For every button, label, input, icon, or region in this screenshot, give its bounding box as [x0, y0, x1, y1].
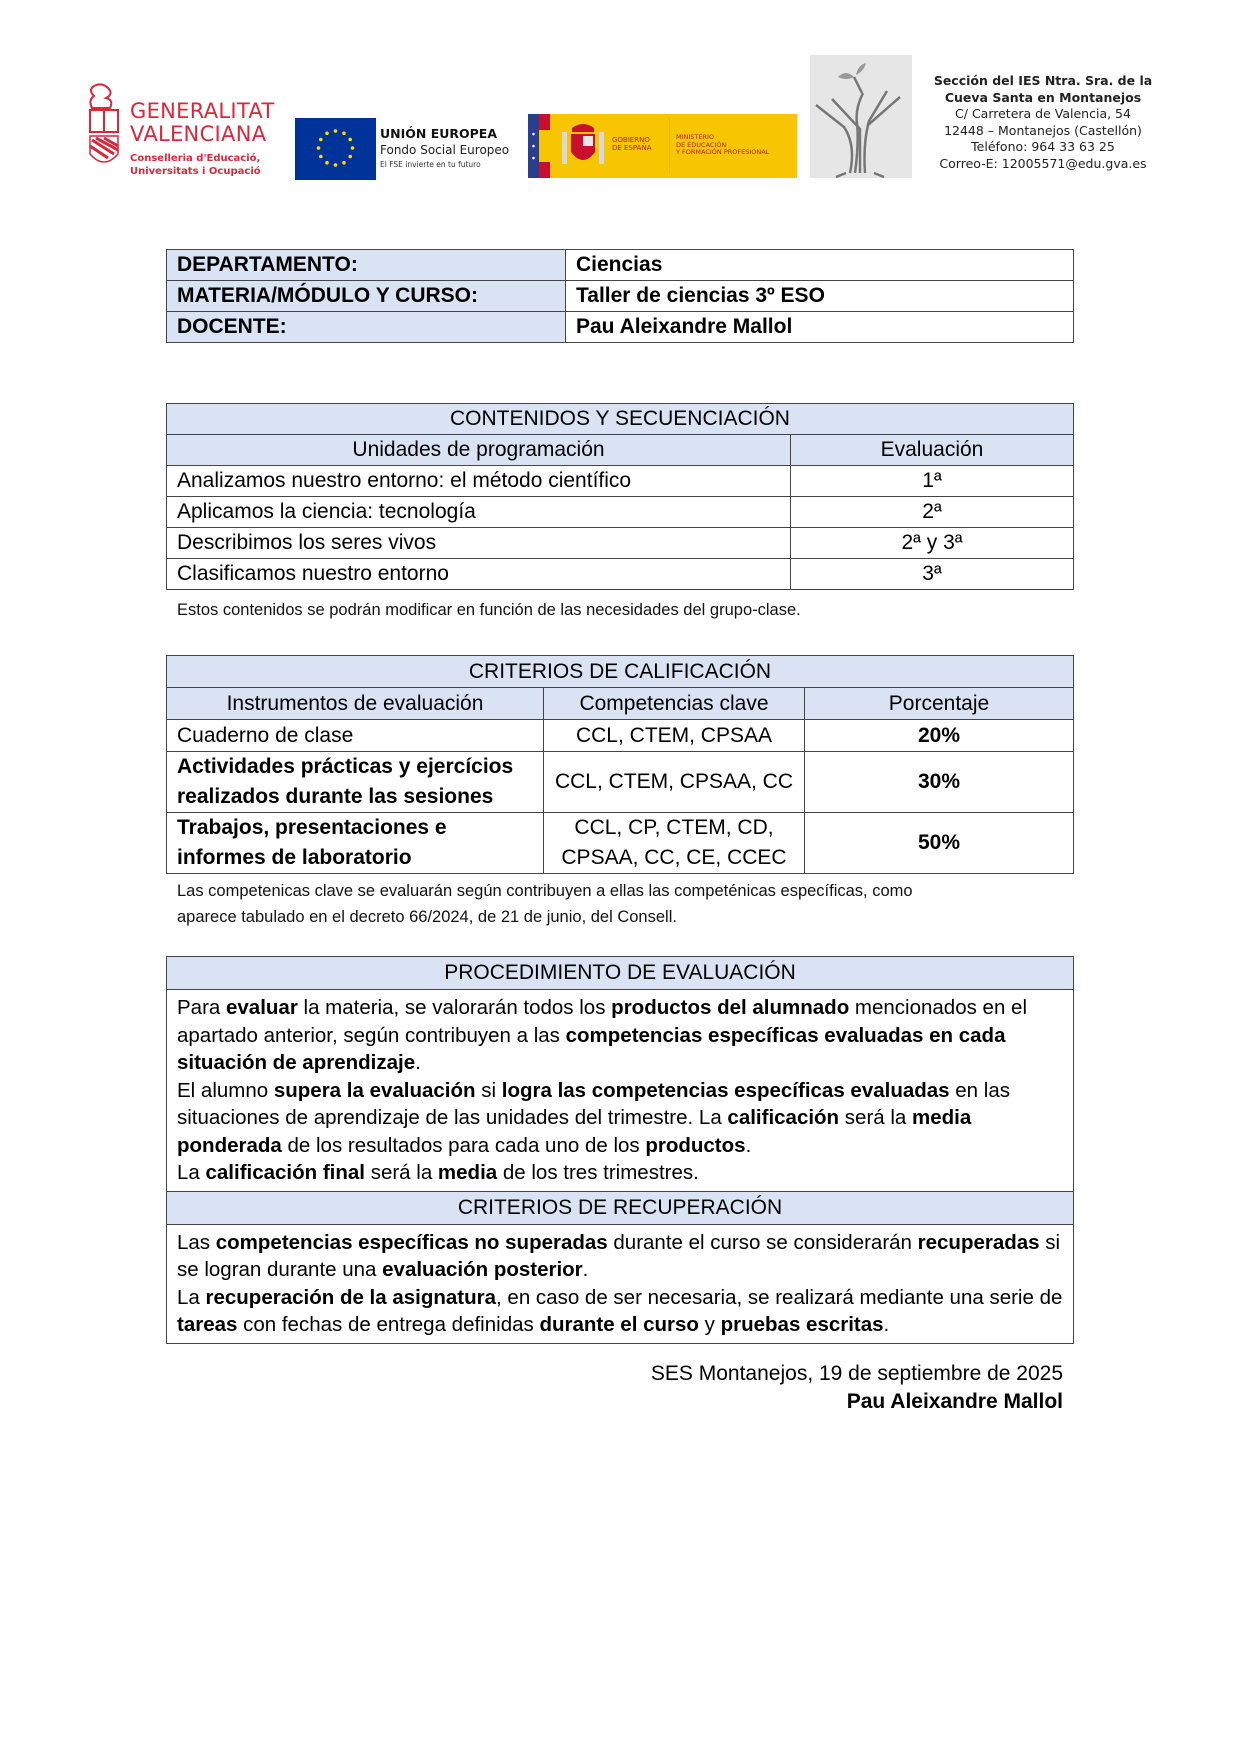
text: será la [839, 1106, 913, 1129]
procedimiento-paragraph-2 [177, 1077, 1063, 1160]
eu-stars-icon [295, 118, 376, 180]
tree-icon [810, 55, 912, 178]
unit-name: Clasificamos nuestro entorno [167, 559, 791, 590]
bold-text: media [437, 1161, 498, 1184]
gobierno-espana-logo [528, 114, 797, 178]
info-table [166, 249, 1074, 343]
gva-sub-line1: Conselleria d'Educació, [130, 153, 261, 164]
eu-flag-icon [295, 118, 376, 180]
text: La [177, 1285, 206, 1309]
bold-text: competencias específicas no superadas [215, 1230, 608, 1254]
text: en las situaciones de aprendizaje de las unidades del trimestre. La [177, 1078, 1010, 1129]
instrument-name-line1: Actividades prácticas y ejercícios [177, 755, 514, 778]
recuperacion-body [167, 1224, 1074, 1343]
school-contact-info [918, 73, 1168, 172]
text: . [415, 1051, 421, 1074]
gobierno-line1: GOBIERNO [612, 136, 650, 144]
instrument-name-line2: informes de laboratorio [177, 846, 412, 869]
recuperacion-paragraph-1 [177, 1229, 1063, 1284]
bold-text: productos del alumnado [611, 996, 850, 1019]
unit-evaluation: 2ª y 3ª [791, 528, 1074, 559]
recuperacion-title: CRITERIOS DE RECUPERACIÓN [167, 1191, 1074, 1224]
eu-logo-text [380, 126, 509, 169]
column-header-porcentaje: Porcentaje [805, 688, 1074, 720]
info-row-materia [167, 281, 1074, 312]
info-row-departamento [167, 250, 1074, 281]
bold-text: media ponderada [177, 1106, 972, 1157]
school-phone: Teléfono: 964 33 63 25 [971, 139, 1115, 154]
bold-text: logra las competencias específicas evaluadas [501, 1078, 950, 1102]
instrument-competencias: CCL, CTEM, CPSAA [544, 720, 805, 752]
unit-name: Describimos los seres vivos [167, 528, 791, 559]
text: . [745, 1133, 752, 1157]
school-name-line2: Cueva Santa en Montanejos [944, 89, 1142, 105]
column-header-instrumentos: Instrumentos de evaluación [167, 688, 544, 720]
bold-text: calificación [727, 1106, 840, 1129]
bold-text: recuperación de la asignatura [205, 1285, 497, 1309]
bold-text: recuperadas [917, 1230, 1040, 1254]
gva-sub-line2: Universitats i Ocupació [130, 166, 261, 177]
text: . [582, 1258, 589, 1281]
bold-text: pruebas escritas [720, 1313, 884, 1336]
text: mencionados en el apartado anterior, según contribuyen a las [177, 996, 1028, 1047]
unit-name: Analizamos nuestro entorno: el método científico [167, 466, 791, 497]
instrument-competencias [544, 813, 805, 874]
instrument-name-line1: Trabajos, presentaciones e [177, 816, 447, 839]
table-row [167, 720, 1074, 752]
eu-tagline: El FSE invierte en tu futuro [380, 160, 481, 169]
school-name-line1: Sección del IES Ntra. Sra. de la [933, 73, 1153, 88]
gva-title-line1: GENERALITAT [130, 99, 275, 123]
contenidos-title: CONTENIDOS Y SECUENCIACIÓN [167, 404, 1074, 435]
bold-text: productos [645, 1133, 746, 1157]
text: de los tres trimestres. [497, 1161, 699, 1184]
column-header-unidades: Unidades de programación [167, 435, 791, 466]
instrument-name: Cuaderno de clase [167, 720, 544, 752]
text: . [883, 1313, 890, 1336]
text: Para [177, 996, 226, 1019]
competencias-line2: CPSAA, CC, CE, CCEC [561, 846, 787, 869]
info-label: DOCENTE: [167, 312, 566, 343]
bold-text: tareas [177, 1313, 238, 1336]
text: la materia, se valorarán todos los [297, 996, 612, 1019]
recuperacion-paragraph-2 [177, 1284, 1063, 1339]
gva-emblem-icon [86, 82, 124, 172]
unit-evaluation: 2ª [791, 497, 1074, 528]
column-header-evaluacion: Evaluación [791, 435, 1074, 466]
unit-evaluation: 3ª [791, 559, 1074, 590]
table-row [167, 559, 1074, 590]
competencias-line1: CCL, CP, CTEM, CD, [574, 816, 774, 839]
spain-flag-icon [528, 114, 550, 178]
unit-evaluation: 1ª [791, 466, 1074, 497]
info-value: Pau Aleixandre Mallol [566, 312, 1074, 343]
table-row [167, 466, 1074, 497]
school-postal: 12448 – Montanejos (Castellón) [944, 122, 1142, 138]
column-header-competencias: Competencias clave [544, 688, 805, 720]
instrument-percentage: 50% [805, 813, 1074, 874]
info-label: DEPARTAMENTO: [167, 250, 566, 281]
eu-subtitle: Fondo Social Europeo [380, 143, 510, 157]
gobierno-line2: DE ESPAÑA [612, 144, 652, 152]
instrument-name [167, 813, 544, 874]
table-row [167, 813, 1074, 874]
criterios-table [166, 655, 1074, 874]
eu-title: UNIÓN EUROPEA [380, 126, 498, 141]
spain-coat-of-arms-icon [560, 122, 606, 170]
signature-block [651, 1360, 1063, 1416]
instrument-name [167, 752, 544, 813]
text: con fechas de entrega definidas [237, 1313, 540, 1336]
unit-name: Aplicamos la ciencia: tecnología [167, 497, 791, 528]
ministerio-line2: DE EDUCACIÓN [676, 140, 727, 149]
bold-text: evaluación posterior [382, 1258, 583, 1281]
procedimiento-title: PROCEDIMIENTO DE EVALUACIÓN [167, 957, 1074, 990]
procedimiento-paragraph-3 [177, 1159, 1063, 1187]
instrument-percentage: 20% [805, 720, 1074, 752]
generalitat-valenciana-logo [86, 82, 286, 182]
table-row [167, 497, 1074, 528]
text: durante el curso se considerarán [607, 1230, 918, 1254]
text: de los resultados para cada uno de los [281, 1133, 646, 1157]
criterios-note-line2: aparece tabulado en el decreto 66/2024, de 21 de junio, del Consell. [177, 908, 677, 926]
text: si se logran durante una [177, 1230, 1061, 1281]
instrument-percentage: 30% [805, 752, 1074, 813]
bold-text: supera la evaluación [273, 1078, 476, 1102]
info-value: Taller de ciencias 3º ESO [566, 281, 1074, 312]
contenidos-table [166, 403, 1074, 590]
text: El alumno [177, 1078, 274, 1102]
signature-name: Pau Aleixandre Mallol [846, 1390, 1063, 1413]
instrument-name-line2: realizados durante las sesiones [177, 785, 494, 808]
bold-text: durante el curso [539, 1313, 699, 1336]
text: será la [365, 1161, 438, 1184]
procedimiento-table [166, 956, 1074, 1344]
gva-title-line2: VALENCIANA [130, 122, 267, 146]
text: Las [177, 1230, 216, 1254]
ministerio-line3: Y FORMACIÓN PROFESIONAL [676, 148, 770, 156]
criterios-note [177, 878, 913, 930]
procedimiento-body [167, 990, 1074, 1192]
table-row [167, 752, 1074, 813]
instrument-competencias: CCL, CTEM, CPSAA, CC [544, 752, 805, 813]
school-address: C/ Carretera de Valencia, 54 [955, 106, 1131, 121]
bold-text: competencias específicas evaluadas en cada situación de aprendizaje [177, 1023, 1006, 1074]
text: , en caso de ser necesaria, se realizará mediante una serie de [496, 1285, 1063, 1309]
contenidos-note: Estos contenidos se podrán modificar en función de las necesidades del grupo-clase. [177, 601, 801, 619]
info-value: Ciencias [566, 250, 1074, 281]
signature-place-date: SES Montanejos, 19 de septiembre de 2025 [650, 1362, 1063, 1385]
bold-text: evaluar [226, 996, 298, 1019]
table-row [167, 528, 1074, 559]
criterios-note-line1: Las competenicas clave se evaluarán según contribuyen a ellas las competénicas específicas, como [177, 882, 913, 900]
procedimiento-paragraph-1 [177, 994, 1063, 1077]
info-label: MATERIA/MÓDULO Y CURSO: [167, 281, 566, 312]
criterios-title: CRITERIOS DE CALIFICACIÓN [167, 656, 1074, 688]
school-email: Correo-E: 12005571@edu.gva.es [939, 155, 1147, 171]
text: y [698, 1313, 721, 1336]
ministerio-line1: MINISTERIO [676, 133, 715, 141]
bold-text: calificación final [205, 1161, 365, 1184]
info-row-docente [167, 312, 1074, 343]
text: La [177, 1161, 206, 1184]
text: si [475, 1078, 502, 1102]
school-tree-logo [810, 55, 912, 178]
logo-divider [669, 118, 670, 174]
